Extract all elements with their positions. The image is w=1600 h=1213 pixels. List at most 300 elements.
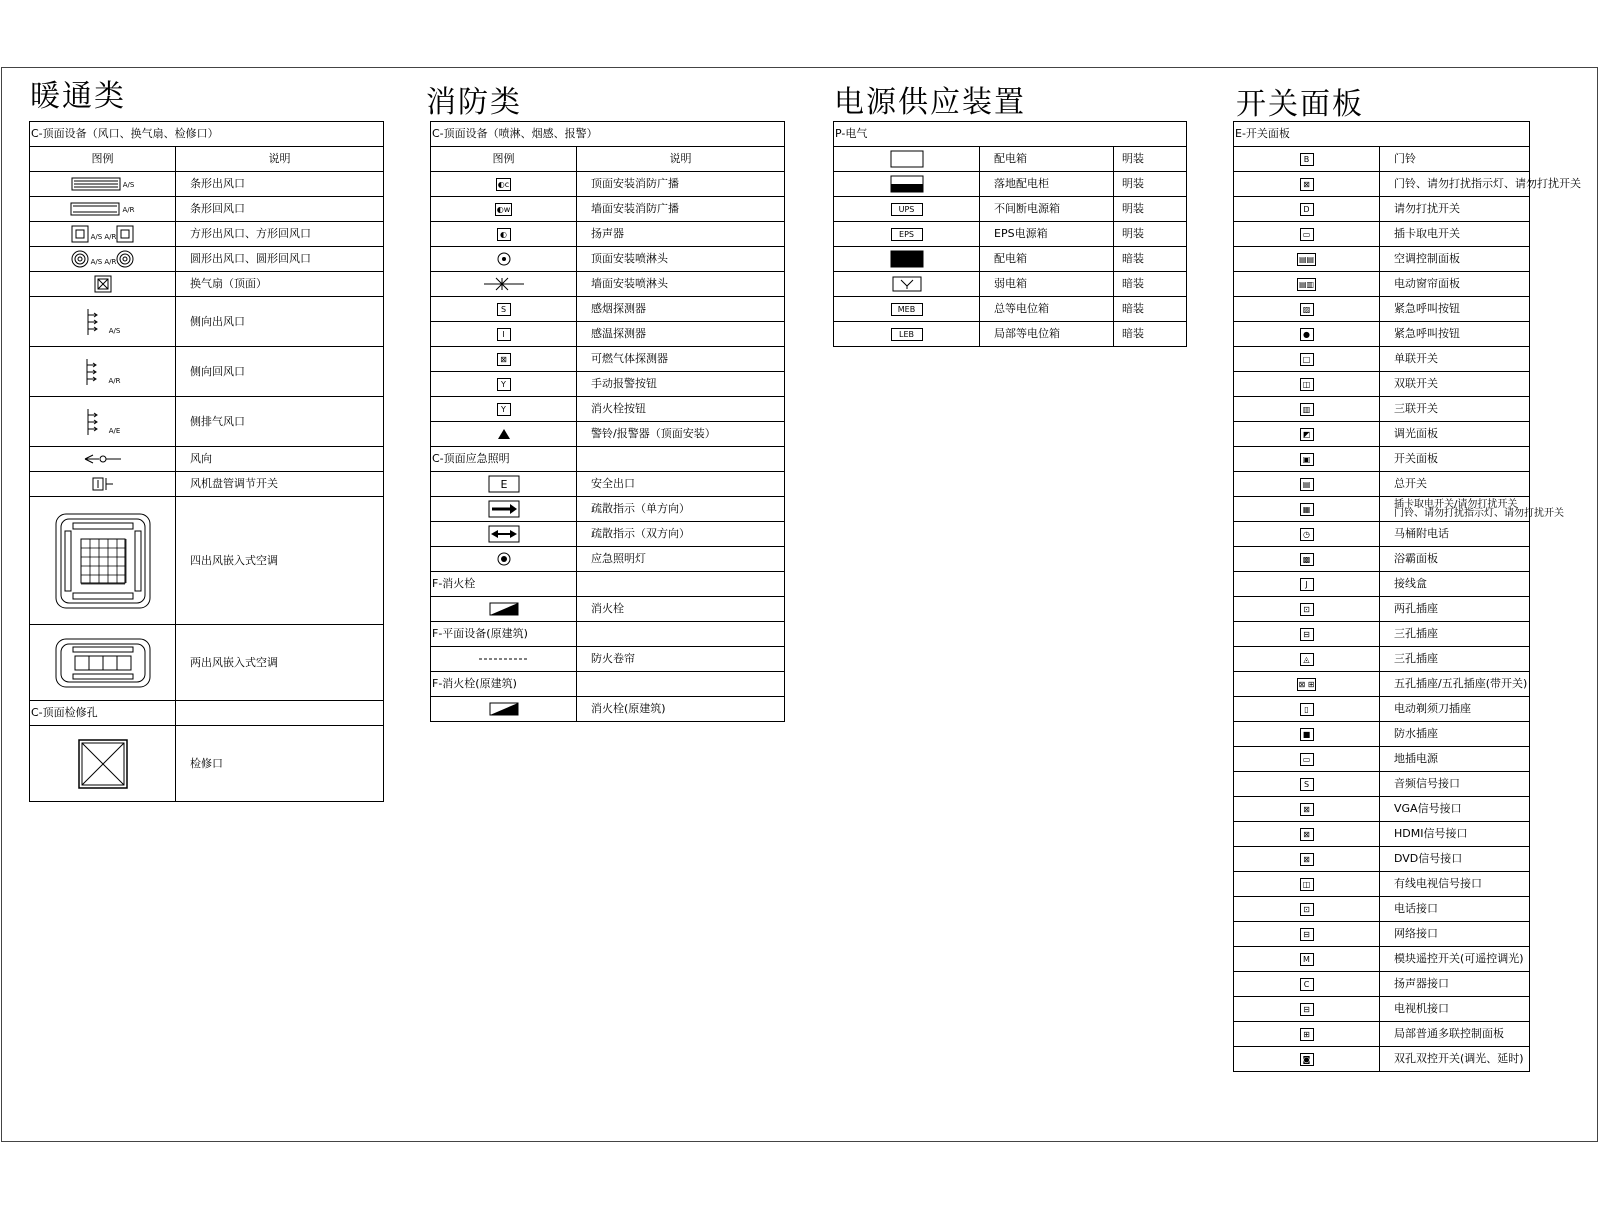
symbol-cell <box>30 272 176 297</box>
strip-supply-vent-icon <box>71 177 121 191</box>
table-row <box>431 272 785 297</box>
symbol-cell <box>1234 372 1380 397</box>
tv-jack-icon: ⊟ <box>1300 1003 1314 1016</box>
switch-row-label: 电动窗帘面板 <box>1380 272 1530 297</box>
table-row <box>431 297 785 322</box>
fire-hydrant-section-header: F-消火栓 <box>431 572 577 597</box>
hvac-section-header: C-顶面设备（风口、换气扇、检修口） <box>30 122 384 147</box>
table-row <box>1234 647 1530 672</box>
wall-speaker-icon: ◐w <box>496 204 511 214</box>
symbol-cell <box>431 197 577 222</box>
table-row <box>431 597 785 622</box>
empty-cell <box>577 447 785 472</box>
table-row <box>431 372 785 397</box>
cassette-ac-4way-icon <box>53 511 153 611</box>
hvac-row-label: 条形出风口 <box>176 172 384 197</box>
alarm-bell-icon <box>497 428 511 440</box>
cassette-ac-2way-icon <box>53 636 153 690</box>
symbol-cell <box>1234 1047 1380 1072</box>
symbol-cell <box>431 697 577 722</box>
meb-icon: MEB <box>891 303 923 316</box>
access-hatch-icon <box>77 738 129 790</box>
vent-tag: A/R <box>122 206 135 214</box>
fire-row-label: 手动报警按钮 <box>577 372 785 397</box>
switch-row-label: 电动剃须刀插座 <box>1380 697 1530 722</box>
fire-row-label: 感温探测器 <box>577 322 785 347</box>
fire-row-label: 消火栓按钮 <box>577 397 785 422</box>
switch-row-label: 调光面板 <box>1380 422 1530 447</box>
switch-row-label: 单联开关 <box>1380 347 1530 372</box>
symbol-cell <box>1234 247 1380 272</box>
airflow-arrow-icon <box>83 453 123 465</box>
fire-row-label: 安全出口 <box>577 472 785 497</box>
switch-row-label: 开关面板 <box>1380 447 1530 472</box>
switches-title: 开关面板 <box>1236 87 1364 122</box>
switch-row-label: 三孔插座 <box>1380 647 1530 672</box>
hydrant-button-icon: Y <box>497 403 511 416</box>
table-row <box>30 726 384 802</box>
empty-cell <box>577 622 785 647</box>
symbol-cell <box>30 297 176 347</box>
heat-detector-icon: I <box>497 328 511 341</box>
symbol-cell <box>834 297 980 322</box>
vent-tag: A/S A/R <box>90 233 117 241</box>
table-row <box>30 625 384 701</box>
power-title: 电源供应装置 <box>834 85 1026 120</box>
switch-row-label: 模块遥控开关(可遥控调光) <box>1380 947 1530 972</box>
power-row-mount: 暗装 <box>1114 322 1187 347</box>
symbol-cell <box>1234 397 1380 422</box>
power-row-label: 局部等电位箱 <box>980 322 1114 347</box>
fire-hydrant2-label: 消火栓(原建筑) <box>577 697 785 722</box>
symbol-cell <box>431 522 577 547</box>
table-row <box>30 397 384 447</box>
symbol-cell <box>1234 522 1380 547</box>
table-row <box>30 447 384 472</box>
fire-emergency-section-header: C-顶面应急照明 <box>431 447 577 472</box>
switch-row-label: 双孔双控开关(调光、延时) <box>1380 1047 1530 1072</box>
symbol-cell <box>30 447 176 472</box>
symbol-cell <box>1234 147 1380 172</box>
table-row <box>834 147 1187 172</box>
hvac-header-desc: 说明 <box>176 147 384 172</box>
hvac-row-label: 圆形出风口、圆形回风口 <box>176 247 384 272</box>
table-row <box>1234 847 1530 872</box>
symbol-cell <box>834 222 980 247</box>
power-row-label: 总等电位箱 <box>980 297 1114 322</box>
switch-row-label: 紧急呼叫按钮 <box>1380 322 1530 347</box>
symbol-cell <box>834 322 980 347</box>
table-row <box>1234 972 1530 997</box>
switch-row-label: 网络接口 <box>1380 922 1530 947</box>
switch-row-label: 地插电源 <box>1380 747 1530 772</box>
switch-row-label: 三联开关 <box>1380 397 1530 422</box>
hvac-access-section-header: C-顶面检修孔 <box>30 701 176 726</box>
switch-row-label: VGA信号接口 <box>1380 797 1530 822</box>
hvac-row-label: 侧向回风口 <box>176 347 384 397</box>
symbol-cell <box>1234 597 1380 622</box>
switch-row-label: HDMI信号接口 <box>1380 822 1530 847</box>
symbol-cell <box>1234 872 1380 897</box>
symbol-cell <box>431 647 577 672</box>
table-row <box>1234 597 1530 622</box>
switch-row-label: 请勿打扰开关 <box>1380 197 1530 222</box>
fire-hydrant2-section-header: F-消火栓(原建筑) <box>431 672 577 697</box>
table-row <box>30 472 384 497</box>
symbol-cell <box>1234 822 1380 847</box>
switch-row-label: 五孔插座/五孔插座(带开关) <box>1380 672 1530 697</box>
symbol-cell <box>1234 472 1380 497</box>
symbol-cell <box>834 272 980 297</box>
symbol-cell <box>1234 322 1380 347</box>
symbol-cell <box>431 422 577 447</box>
symbol-cell <box>30 222 176 247</box>
floor-socket-icon: ▭ <box>1300 753 1314 766</box>
round-vent-icon <box>116 250 134 268</box>
table-row <box>431 197 785 222</box>
table-row <box>30 701 384 726</box>
table-row <box>30 222 384 247</box>
switch-row-label: 防水插座 <box>1380 722 1530 747</box>
power-row-label: 落地配电柜 <box>980 172 1114 197</box>
symbol-group <box>85 415 121 435</box>
emergency-call-icon: ▨ <box>1300 303 1314 316</box>
svg-text:E: E <box>500 478 507 491</box>
hvac-row-label: 侧排气风口 <box>176 397 384 447</box>
switch-row-label: 电视机接口 <box>1380 997 1530 1022</box>
table-row <box>1234 1047 1530 1072</box>
power-row-label: 配电箱 <box>980 247 1114 272</box>
power-row-mount: 暗装 <box>1114 272 1187 297</box>
cable-tv-jack-icon: ◫ <box>1300 878 1314 891</box>
table-row <box>1234 897 1530 922</box>
symbol-cell <box>431 597 577 622</box>
power-row-label: 配电箱 <box>980 147 1114 172</box>
power-row-mount: 明装 <box>1114 147 1187 172</box>
symbol-cell <box>30 397 176 447</box>
symbol-cell <box>30 726 176 802</box>
symbol-cell <box>431 372 577 397</box>
symbol-cell <box>431 297 577 322</box>
power-legend-table <box>833 121 1187 347</box>
switch-row-label: DVD信号接口 <box>1380 847 1530 872</box>
symbol-cell <box>1234 347 1380 372</box>
waterproof-socket-icon: ■ <box>1300 728 1314 741</box>
table-row <box>431 347 785 372</box>
exit-sign-icon <box>488 475 520 493</box>
table-row <box>1234 772 1530 797</box>
symbol-cell <box>431 172 577 197</box>
table-row <box>30 497 384 625</box>
symbol-cell <box>1234 697 1380 722</box>
vent-tag: A/S A/R <box>90 258 117 266</box>
table-row <box>431 647 785 672</box>
fire-row-label: 顶面安装喷淋头 <box>577 247 785 272</box>
two-pin-socket-icon: ⊡ <box>1300 603 1314 616</box>
switch-row-label: 门铃 <box>1380 147 1530 172</box>
switch-row-label: 总开关 <box>1380 472 1530 497</box>
fire-row-label: 警铃/报警器（顶面安装） <box>577 422 785 447</box>
switch-row-label-line1: 插卡取电开关/请勿打扰开关 <box>1394 499 1518 510</box>
switches-legend-table <box>1233 121 1581 1072</box>
power-row-label: 不间断电源箱 <box>980 197 1114 222</box>
fire-title: 消防类 <box>426 85 522 120</box>
table-row <box>1234 347 1530 372</box>
table-row <box>1234 472 1530 497</box>
table-row <box>1234 622 1530 647</box>
switch-row-label: 浴霸面板 <box>1380 547 1530 572</box>
table-row <box>1234 997 1530 1022</box>
table-row <box>431 422 785 447</box>
ceiling-speaker-icon: ◐c <box>497 179 510 189</box>
table-row <box>834 297 1187 322</box>
symbol-group <box>71 252 135 265</box>
vent-tag: A/S <box>108 326 121 335</box>
curtain-control-icon: ▤▥ <box>1298 279 1315 289</box>
hydrant-icon <box>489 702 519 716</box>
hvac-title: 暖通类 <box>30 79 126 114</box>
table-row <box>1234 822 1530 847</box>
symbol-cell <box>1234 1022 1380 1047</box>
symbol-cell <box>431 397 577 422</box>
hvac-row-label: 两出风嵌入式空调 <box>176 625 384 701</box>
table-row <box>1234 697 1530 722</box>
switch-row-label: 两孔插座 <box>1380 597 1530 622</box>
symbol-cell <box>1234 647 1380 672</box>
table-row <box>1234 572 1530 597</box>
hdmi-jack-icon: ⊠ <box>1300 828 1314 841</box>
symbol-cell <box>1234 672 1380 697</box>
table-row <box>30 297 384 347</box>
symbol-cell <box>1234 497 1380 522</box>
power-row-label: EPS电源箱 <box>980 222 1114 247</box>
symbol-cell <box>1234 897 1380 922</box>
fire-plan-section-header: F-平面设备(原建筑) <box>431 622 577 647</box>
fire-row-label: 墙面安装喷淋头 <box>577 272 785 297</box>
phone-socket-icon: ◷ <box>1300 528 1314 541</box>
table-row <box>834 197 1187 222</box>
symbol-cell <box>1234 197 1380 222</box>
table-row <box>1234 1022 1530 1047</box>
leb-icon: LEB <box>891 328 923 341</box>
card-dnd-combo-icon: ▦ <box>1300 503 1314 516</box>
master-switch-icon: ▤ <box>1300 478 1314 491</box>
table-row <box>1234 397 1530 422</box>
power-cabinet-icon <box>890 175 924 193</box>
table-row <box>431 322 785 347</box>
side-vent-icon <box>85 307 107 337</box>
hvac-header-symbol: 图例 <box>30 147 176 172</box>
network-jack-icon: ⊟ <box>1300 928 1314 941</box>
table-row <box>30 247 384 272</box>
symbol-cell <box>834 172 980 197</box>
fire-row-label: 疏散指示（双方向） <box>577 522 785 547</box>
table-row <box>834 222 1187 247</box>
empty-cell <box>577 672 785 697</box>
symbol-cell <box>30 625 176 701</box>
table-row <box>1234 522 1530 547</box>
table-row <box>1234 222 1530 247</box>
fire-shutter-label: 防火卷帘 <box>577 647 785 672</box>
switch-row-label: 扬声器接口 <box>1380 972 1530 997</box>
vent-tag: A/E <box>108 426 121 435</box>
switch-row-label: 电话接口 <box>1380 897 1530 922</box>
symbol-group <box>85 315 121 335</box>
switches-section-header: E-开关面板 <box>1234 122 1530 147</box>
symbol-cell <box>1234 972 1380 997</box>
junction-box-sw-icon: J <box>1300 578 1314 591</box>
table-row <box>431 622 785 647</box>
table-row <box>1234 672 1530 697</box>
fire-row-label: 顶面安装消防广播 <box>577 172 785 197</box>
table-row <box>834 247 1187 272</box>
table-row <box>1234 272 1530 297</box>
symbol-cell <box>834 247 980 272</box>
scene-panel-icon: ⊞ <box>1300 1028 1314 1041</box>
fire-row-label: 感烟探测器 <box>577 297 785 322</box>
doorbell-icon: B <box>1300 153 1314 166</box>
table-row <box>431 572 785 597</box>
switch-row-label: 三孔插座 <box>1380 622 1530 647</box>
side-vent-icon <box>85 407 107 437</box>
fire-row-label: 可燃气体探测器 <box>577 347 785 372</box>
table-row <box>30 197 384 222</box>
symbol-cell <box>30 172 176 197</box>
switch-row-label <box>1380 497 1564 522</box>
symbol-cell <box>30 197 176 222</box>
switch-row-label: 门铃、请勿打扰指示灯、请勿打扰开关 <box>1380 172 1530 197</box>
symbol-group <box>70 202 134 215</box>
three-pin-socket-icon: ⊟ <box>1300 628 1314 641</box>
square-vent-icon <box>116 225 134 243</box>
card-switch-icon: ▭ <box>1300 228 1314 241</box>
symbol-cell <box>1234 847 1380 872</box>
symbol-cell <box>1234 747 1380 772</box>
two-way-evac-icon <box>488 525 520 543</box>
empty-cell <box>577 572 785 597</box>
switch-row-label: 双联开关 <box>1380 372 1530 397</box>
fire-section-header: C-顶面设备（喷淋、烟感、报警） <box>431 122 785 147</box>
table-row <box>431 397 785 422</box>
symbol-cell <box>1234 922 1380 947</box>
table-row <box>1234 947 1530 972</box>
hvac-row-label: 侧向出风口 <box>176 297 384 347</box>
power-section-header: P-电气 <box>834 122 1187 147</box>
dnd-switch-icon: D <box>1300 203 1314 216</box>
table-row <box>30 347 384 397</box>
symbol-cell <box>431 497 577 522</box>
symbol-cell <box>431 347 577 372</box>
table-row <box>834 272 1187 297</box>
symbol-cell <box>30 472 176 497</box>
symbol-cell <box>30 247 176 272</box>
symbol-cell <box>1234 547 1380 572</box>
symbol-cell <box>431 322 577 347</box>
power-row-mount: 暗装 <box>1114 247 1187 272</box>
sprinkler-icon <box>497 252 511 266</box>
symbol-cell <box>431 222 577 247</box>
duct-valve-icon <box>92 477 114 491</box>
fire-shutter-icon <box>478 655 530 663</box>
fire-header-desc: 说明 <box>577 147 785 172</box>
triple-switch-icon: ▥ <box>1300 403 1314 416</box>
fire-row-label: 墙面安装消防广播 <box>577 197 785 222</box>
emergency-call-btn-icon: ● <box>1300 328 1314 341</box>
five-pin-socket-icon: ⊠ ⊞ <box>1298 679 1315 689</box>
switch-row-label: 接线盒 <box>1380 572 1530 597</box>
side-vent-icon <box>84 357 106 387</box>
table-row <box>431 247 785 272</box>
symbol-group <box>71 177 135 190</box>
symbol-cell <box>1234 947 1380 972</box>
ac-control-icon: ▤▤ <box>1298 254 1315 264</box>
symbol-cell <box>431 472 577 497</box>
symbol-group <box>71 227 135 240</box>
symbol-cell <box>1234 297 1380 322</box>
table-row <box>834 322 1187 347</box>
power-row-mount: 明装 <box>1114 222 1187 247</box>
symbol-cell <box>431 272 577 297</box>
wall-sprinkler-icon <box>484 277 524 291</box>
exhaust-fan-icon <box>94 275 112 293</box>
symbol-cell <box>1234 772 1380 797</box>
table-row <box>1234 147 1530 172</box>
switch-row-label: 局部普通多联控制面板 <box>1380 1022 1530 1047</box>
table-row <box>1234 172 1530 197</box>
fire-legend-table <box>430 121 785 722</box>
audio-jack-icon: S <box>1300 778 1314 791</box>
vent-tag: A/S <box>122 181 135 189</box>
hvac-row-label: 风向 <box>176 447 384 472</box>
switch-row-label: 有线电视信号接口 <box>1380 872 1530 897</box>
switch-row-label-line2: 门铃、请勿打扰指示灯、请勿打扰开关 <box>1394 508 1564 519</box>
smoke-detector-icon: S <box>497 303 511 316</box>
symbol-cell <box>1234 722 1380 747</box>
bathroom-panel-icon: ▩ <box>1300 553 1314 566</box>
table-row <box>431 547 785 572</box>
table-row <box>431 497 785 522</box>
smart-switch-icon: M <box>1300 953 1314 966</box>
table-row <box>1234 497 1530 522</box>
table-row <box>1234 372 1530 397</box>
table-row <box>431 697 785 722</box>
symbol-cell <box>1234 572 1380 597</box>
table-row <box>1234 322 1530 347</box>
do-not-disturb-icon: ⊠ <box>1300 178 1314 191</box>
table-row <box>1234 722 1530 747</box>
switch-row-label: 音频信号接口 <box>1380 772 1530 797</box>
square-vent-icon <box>71 225 89 243</box>
symbol-cell <box>1234 997 1380 1022</box>
distribution-box-icon <box>890 150 924 168</box>
eps-icon: EPS <box>891 228 923 241</box>
table-row <box>1234 797 1530 822</box>
symbol-cell <box>431 547 577 572</box>
shaver-socket-icon: ▯ <box>1300 703 1314 716</box>
table-row <box>1234 297 1530 322</box>
switch-row-label: 插卡取电开关 <box>1380 222 1530 247</box>
switch-row-label: 紧急呼叫按钮 <box>1380 297 1530 322</box>
table-row <box>1234 747 1530 772</box>
table-row <box>431 447 785 472</box>
symbol-cell <box>30 347 176 397</box>
hvac-row-label: 方形出风口、方形回风口 <box>176 222 384 247</box>
dimmer-panel-icon: ◩ <box>1300 428 1314 441</box>
round-vent-icon <box>71 250 89 268</box>
empty-cell <box>176 701 384 726</box>
symbol-cell <box>1234 797 1380 822</box>
table-row <box>431 222 785 247</box>
